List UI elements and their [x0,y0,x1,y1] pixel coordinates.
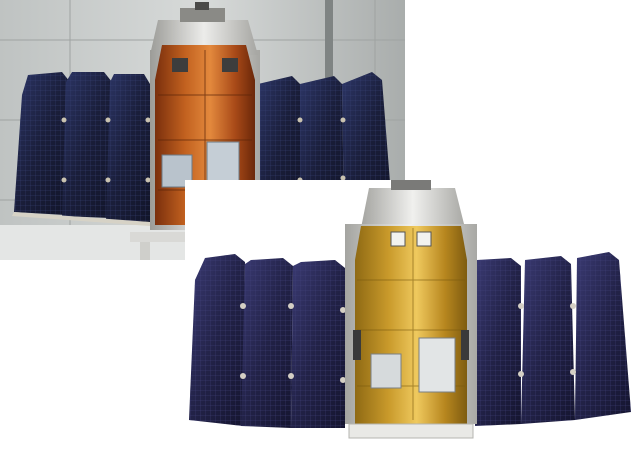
left-solar-array [12,72,151,226]
gold-satellite-body [345,180,477,438]
satellite-photo-white-background [185,180,636,450]
left-solar-array-gold-sat [189,254,346,428]
right-solar-array-gold-sat [475,252,631,426]
satellite-gold-illustration [185,180,636,450]
